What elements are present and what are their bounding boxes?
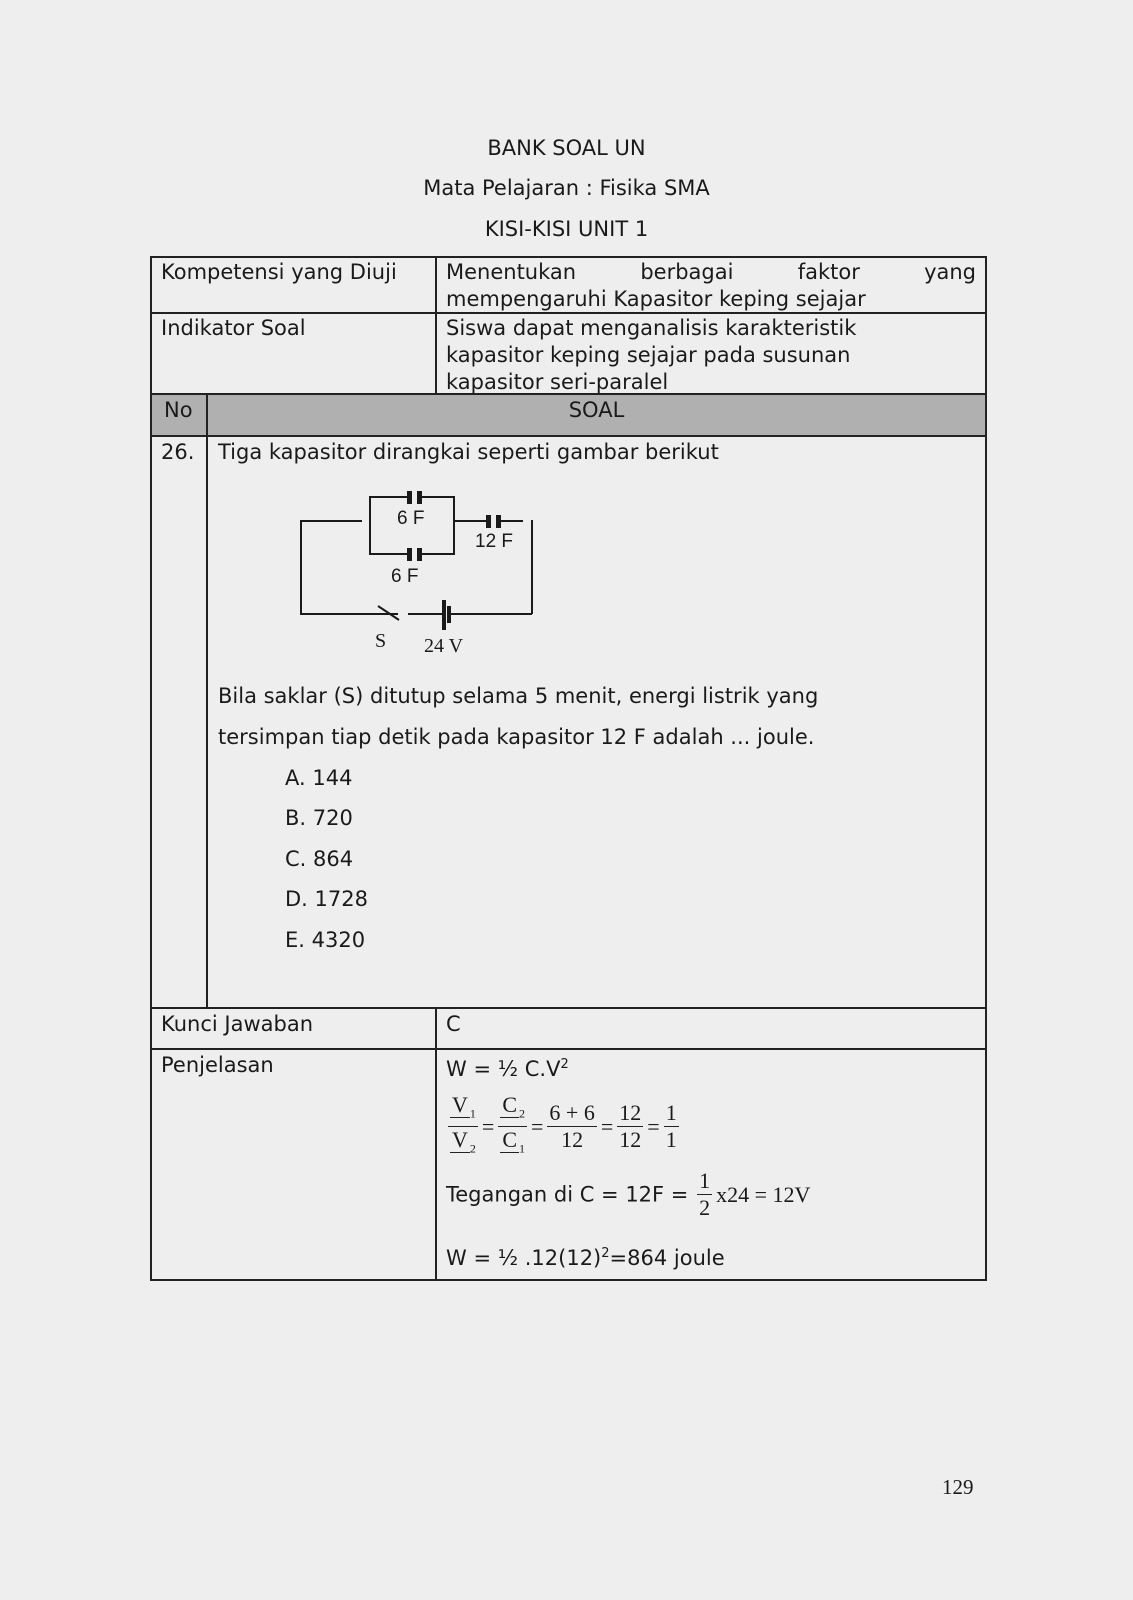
fraction (697, 1168, 712, 1221)
question-number: 26. (161, 440, 195, 464)
t: 12 (619, 1100, 642, 1126)
superscript: 2 (560, 1057, 569, 1072)
t: V (452, 1127, 468, 1153)
t: =864 joule (609, 1246, 725, 1270)
fraction (617, 1100, 643, 1153)
word: faktor (797, 260, 860, 284)
kunci-label: Kunci Jawaban (161, 1012, 314, 1036)
fraction (547, 1100, 596, 1153)
t: 6 + 6 (549, 1100, 595, 1126)
formula-energy (446, 1051, 569, 1083)
t: 2 (699, 1195, 711, 1220)
t: 1 (699, 1168, 711, 1193)
battery-label: 24 V (424, 635, 464, 657)
fraction (664, 1100, 679, 1153)
option-a: A. 144 (285, 766, 353, 790)
word: yang (924, 260, 976, 284)
t: C (502, 1092, 517, 1117)
formula-text: W = ½ C.V (446, 1057, 561, 1081)
equals: = (600, 1113, 614, 1139)
t: 1 (469, 1106, 476, 1121)
word: Menentukan (446, 260, 577, 284)
t: 1 (519, 1141, 525, 1156)
word: berbagai (640, 260, 734, 284)
subject-line: Mata Pelajaran : Fisika SMA (423, 176, 710, 200)
t: C (502, 1127, 517, 1153)
t: 1 (665, 1127, 677, 1153)
t: 1 (665, 1100, 677, 1126)
option-e: E. 4320 (285, 928, 366, 952)
formula-tegangan (446, 1168, 812, 1221)
superscript: 2 (601, 1246, 610, 1261)
question-intro: Tiga kapasitor dirangkai seperti gambar berikut (218, 440, 719, 464)
kompetensi-value-line2: mempengaruhi Kapasitor keping sejajar (446, 287, 866, 311)
indikator-label: Indikator Soal (161, 316, 306, 340)
question-line: tersimpan tiap detik pada kapasitor 12 F adalah ... joule. (218, 725, 815, 749)
t: Tegangan di C = 12F = (446, 1182, 689, 1207)
unit-line: KISI-KISI UNIT 1 (484, 217, 649, 241)
no-header: No (164, 398, 193, 422)
t: 12 (619, 1127, 642, 1153)
capacitor-label-c2: 6 F (391, 566, 419, 587)
indikator-line: Siswa dapat menganalisis karakteristik (446, 316, 857, 340)
t: W = ½ .12(12) (446, 1246, 602, 1270)
option-d: D. 1728 (285, 887, 368, 911)
equals: = (647, 1113, 660, 1139)
t: x24 = 12V (716, 1181, 811, 1207)
t: V (452, 1092, 468, 1117)
capacitor-label-c1: 6 F (397, 508, 425, 529)
indikator-line: kapasitor keping sejajar pada susunan (446, 343, 851, 367)
equals: = (531, 1113, 544, 1139)
formula-ratio (446, 1092, 681, 1162)
kompetensi-value-line1 (446, 258, 976, 286)
capacitor-label-c3: 12 F (475, 531, 514, 552)
kompetensi-label: Kompetensi yang Diuji (161, 260, 397, 284)
option-b: B. 720 (285, 806, 353, 830)
question-line: Bila saklar (S) ditutup selama 5 menit, energi listrik yang (218, 684, 819, 708)
soal-header: SOAL (568, 398, 625, 422)
option-c: C. 864 (285, 847, 354, 871)
doc-title: BANK SOAL UN (487, 136, 646, 160)
equals: = (481, 1113, 495, 1139)
formula-result (446, 1240, 725, 1272)
fraction (498, 1092, 527, 1162)
page-number: 129 (942, 1475, 974, 1499)
t: 12 (561, 1127, 584, 1153)
penjelasan-label: Penjelasan (161, 1053, 274, 1077)
switch-label: S (375, 630, 387, 652)
indikator-line: kapasitor seri-paralel (446, 370, 669, 394)
t: 2 (469, 1141, 476, 1156)
t: 2 (519, 1106, 525, 1121)
kunci-value: C (446, 1012, 461, 1036)
fraction (448, 1092, 478, 1162)
circuit-diagram (290, 480, 550, 660)
